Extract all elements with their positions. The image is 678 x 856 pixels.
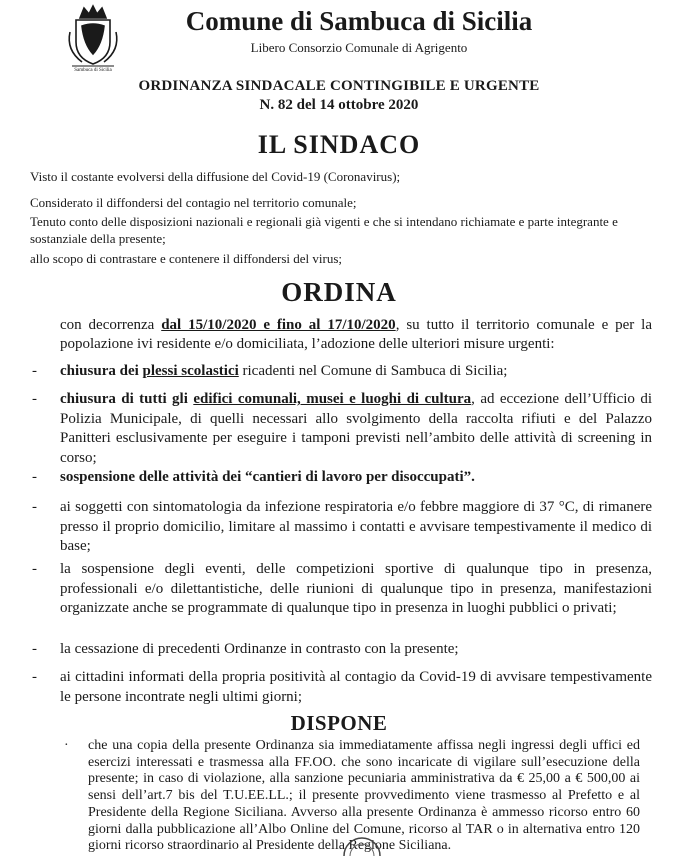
premise-1: Visto il costante evolversi della diffusione del Covid-19 (Coronavirus); [30, 169, 401, 184]
measure-positive-citizens: - ai cittadini informati della propria positività al contagio da Covid-19 di avvisare tempestivamente le persone incontrate negli ultimi giorni; [32, 669, 652, 705]
measure-events: - la sospensione degli eventi, delle competizioni sportive di qualunque tipo in presenza, professionali e/o dilettantistiche, delle riunioni di qualunque tipo in presenza, manifestazioni organizzate anche se programmate di qualunque tipo in presenza in luoghi pubblici o privati; [32, 561, 652, 616]
premise-3: Tenuto conto delle disposizioni nazionali e regionali già vigenti e che si intendano richiamate e parte integrante e sostanziale della presente; [30, 214, 618, 246]
ordinance-number: N. 82 del 14 ottobre 2020 [259, 97, 419, 113]
heading-dispone: DISPONE [290, 711, 388, 735]
measure-work-sites: - sospensione delle attività dei “cantieri di lavoro per disoccupati”. [32, 469, 475, 485]
heading-ordina: ORDINA [281, 277, 397, 307]
premise-4: allo scopo di contrastare e contenere il diffondersi del virus; [30, 251, 343, 266]
ordina-intro: con decorrenza dal 15/10/2020 e fino al 17/10/2020, su tutto il territorio comunale e per la popolazione ivi residente e/o domiciliata, l’adozione delle ulteriori misure urgenti: [60, 317, 652, 352]
municipality-subtitle: Libero Consorzio Comunale di Agrigento [250, 40, 468, 55]
municipality-title: Comune di Sambuca di Sicilia [185, 6, 533, 36]
heading-il-sindaco: IL SINDACO [257, 130, 421, 159]
official-stamp-icon [340, 832, 384, 856]
ordinance-title: ORDINANZA SINDACALE CONTINGIBILE E URGENTE [138, 78, 540, 94]
measure-previous-ordinances: - la cessazione di precedenti Ordinanze in contrasto con la presente; [32, 641, 459, 657]
measure-symptoms: - ai soggetti con sintomatologia da infezione respiratoria e/o febbre maggiore di 37 °C, di rimanere presso il proprio domicilio, limitare al massimo i contatti e avvisare tempestivamente il medico di base; [32, 499, 652, 554]
dispone-text: · che una copia della presente Ordinanza sia immediatamente affissa negli ingressi degli uffici ed esercizi interessati e trasmessa alla FF.OO. che sono incaricate di vigilare sull’esecuzione della presente; in caso di violazione, alla sanzione pecuniaria amministrativa da € 25,00 a € 500,00 ai sensi dell’art.7 bis del T.U.EE.LL.; il presente provvedimento viene trasmesso al Prefetto e al Presidente della Regione Siciliana. Avverso alla presente Ordinanza è ammesso ricorso entro 60 giorni dalla pubblicazione all’Albo Online del Comune, ricorso al TAR o in alternativa entro 120 giorni ricorso straordinario al Presidente della Regione Siciliana. [64, 738, 640, 854]
premise-2: Considerato il diffondersi del contagio nel territorio comunale; [30, 195, 357, 210]
measure-buildings: - chiusura di tutti gli edifici comunali, musei e luoghi di cultura, ad eccezione dell’Ufficio di Polizia Municipale, di quelli necessari allo svolgimento della raccolta rifiuti e del Palazzo Panitteri esclusivamente per eseguire i tamponi previsti nell’ambito delle attività di screening in corso; [32, 391, 653, 466]
crest-motto: Sambuca di Sicilia [74, 68, 112, 72]
measure-schools: - chiusura dei plessi scolastici ricadenti nel Comune di Sambuca di Sicilia; [32, 363, 508, 379]
validity-period: dal 15/10/2020 e fino al 17/10/2020 [161, 317, 396, 333]
